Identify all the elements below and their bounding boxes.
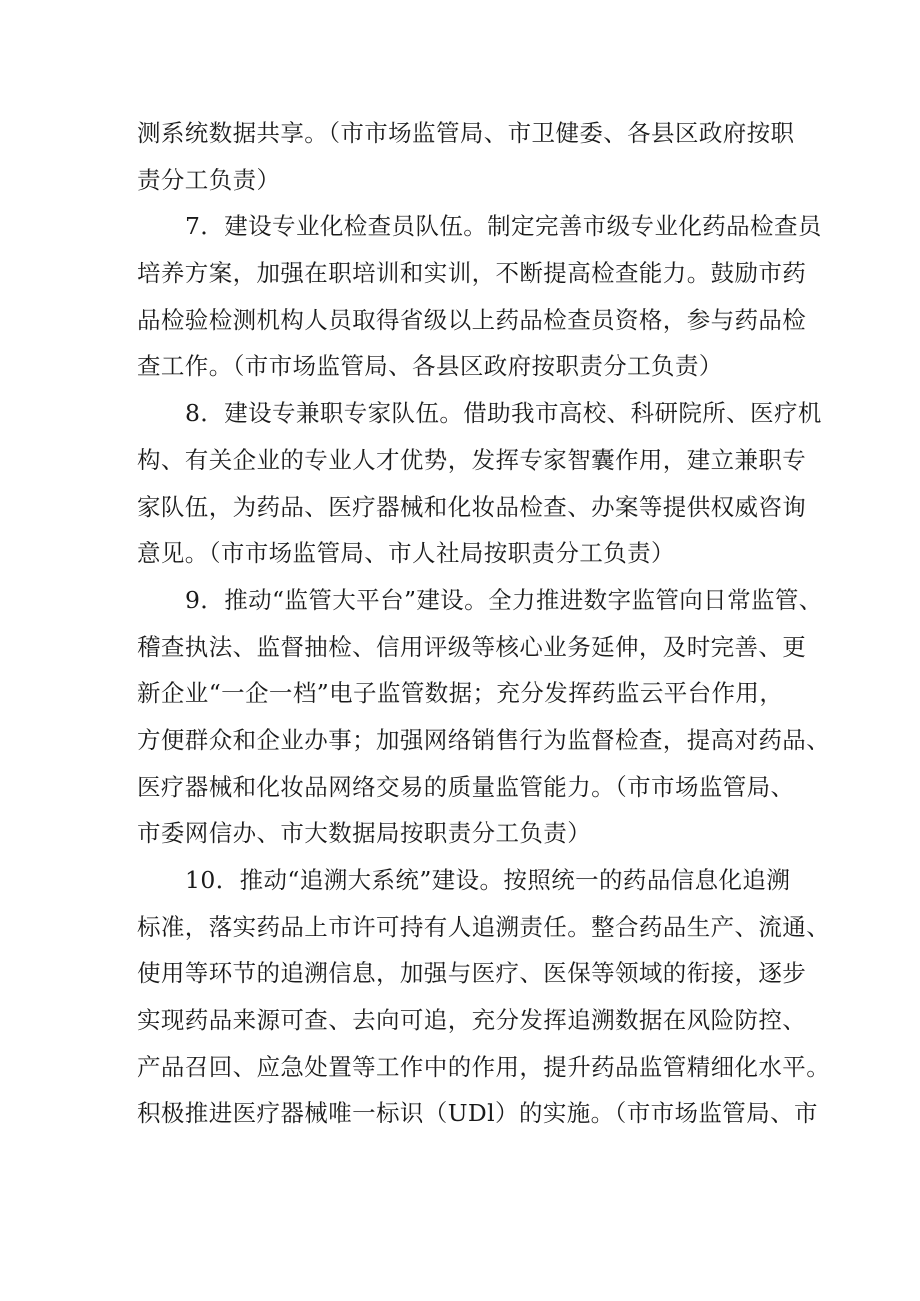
document-line: 培养方案，加强在职培训和实训，不断提高检查能力。鼓励市药: [137, 259, 807, 288]
document-line: 8．建设专兼职专家队伍。借助我市高校、科研院所、医疗机: [185, 399, 822, 428]
document-line: 标准，落实药品上市许可持有人追溯责任。整合药品生产、流通、: [137, 912, 831, 941]
document-line: 构、有关企业的专业人才优势，发挥专家智囊作用，建立兼职专: [137, 445, 807, 474]
document-line: 稽查执法、监督抽检、信用评级等核心业务延伸，及时完善、更: [137, 632, 807, 661]
document-line: 查工作。（市市场监管局、各县区政府按职责分工负责）: [137, 352, 723, 381]
document-line: 品检验检测机构人员取得省级以上药品检查员资格，参与药品检: [137, 305, 807, 334]
document-line: 7．建设专业化检查员队伍。制定完善市级专业化药品检查员: [185, 212, 822, 241]
document-line: 家队伍，为药品、医疗器械和化妆品检查、办案等提供权威咨询: [137, 492, 807, 521]
document-line: 使用等环节的追溯信息，加强与医疗、医保等领域的衔接，逐步: [137, 959, 807, 988]
document-line: 意见。（市市场监管局、市人社局按职责分工负责）: [137, 539, 675, 568]
document-line: 产品召回、应急处置等工作中的作用，提升药品监管精细化水平。: [137, 1052, 831, 1081]
document-line: 积极推进医疗器械唯一标识（UDl）的实施。（市市场监管局、市: [137, 1099, 818, 1128]
document-line: 测系统数据共享。（市市场监管局、市卫健委、各县区政府按职: [137, 119, 795, 147]
document-line: 医疗器械和化妆品网络交易的质量监管能力。（市市场监管局、: [137, 772, 795, 801]
document-line: 方便群众和企业办事；加强网络销售行为监督检查，提高对药品、: [137, 725, 831, 754]
document-line: 实现药品来源可查、去向可追，充分发挥追溯数据在风险防控、: [137, 1006, 807, 1035]
document-line: 9．推动“监管大平台”建设。全力推进数字监管向日常监管、: [185, 585, 823, 614]
document-line: 新企业“一企一档”电子监管数据；充分发挥药监云平台作用，: [137, 679, 784, 708]
document-line: 责分工负责）: [137, 165, 281, 194]
document-body: [137, 110, 831, 1137]
document-line: 10．推动“追溯大系统”建设。按照统一的药品信息化追溯: [185, 866, 791, 894]
document-line: 市委网信办、市大数据局按职责分工负责）: [137, 819, 592, 848]
